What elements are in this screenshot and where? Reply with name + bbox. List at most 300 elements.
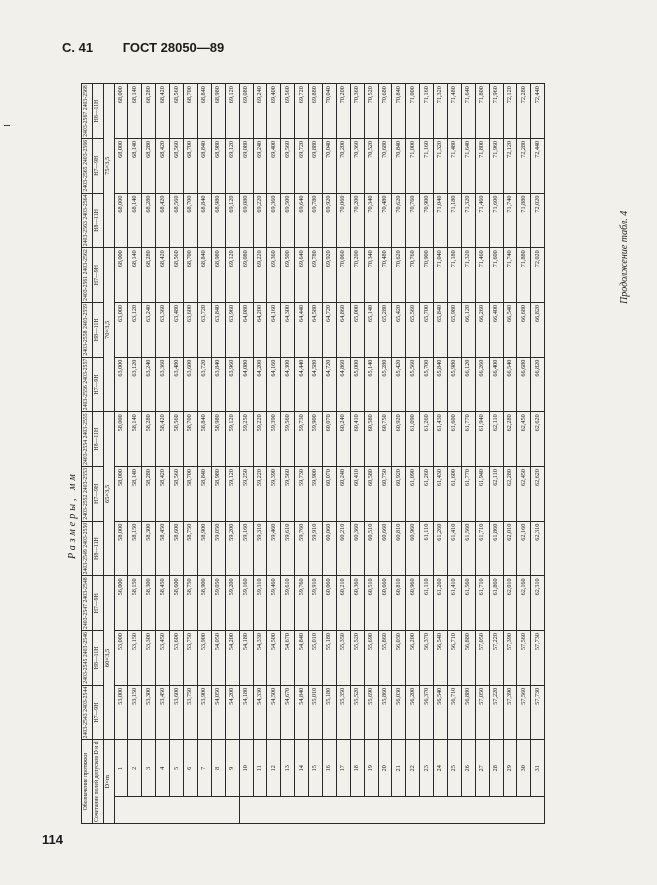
diameter-value: 69,220 (253, 193, 267, 248)
diameter-value: 69,400 (267, 84, 281, 139)
designation-cell: 2403-2561 2403-2562 (82, 248, 93, 303)
diameter-value: 66,820 (531, 357, 545, 412)
diameter-value: 58,560 (170, 412, 184, 467)
diameter-value: 59,250 (239, 467, 253, 522)
diameter-value: 71,740 (503, 248, 517, 303)
diameter-value: 56,200 (406, 631, 420, 686)
diameter-value: 71,880 (517, 248, 531, 303)
diameter-value: 71,740 (503, 193, 517, 248)
diameter-value: 71,600 (489, 248, 503, 303)
diameter-value: 68,980 (211, 193, 225, 248)
diameter-value: 71,800 (475, 84, 489, 139)
designation-cell: 2403-2552 2403-2553 (82, 467, 93, 522)
designation-cell: 2403-2545 2403-2546 (82, 631, 93, 686)
diameter-value: 59,200 (225, 576, 239, 631)
diameter-value: 57,390 (503, 631, 517, 686)
diameter-value: 68,840 (197, 193, 211, 248)
diameter-value: 64,720 (322, 357, 336, 412)
diameter-value: 62,450 (517, 412, 531, 467)
diameter-value: 53,900 (197, 685, 211, 740)
diameter-value: 71,960 (489, 138, 503, 193)
diameter-value: 69,720 (295, 138, 309, 193)
diameter-value: 70,340 (364, 193, 378, 248)
diameter-value: 66,680 (517, 302, 531, 357)
diameter-value: 71,880 (517, 193, 531, 248)
diameter-value: 58,280 (142, 412, 156, 467)
diameter-value: 61,410 (447, 521, 461, 576)
diameter-value: 58,150 (128, 576, 142, 631)
diameter-value: 68,420 (156, 84, 170, 139)
diameter-value: 60,920 (392, 412, 406, 467)
diameter-value: 63,120 (128, 357, 142, 412)
diameter-value: 55,350 (336, 631, 350, 686)
table-row (114, 84, 128, 824)
designation-header: Обозначение протяжки (82, 740, 93, 824)
diameter-value: 64,200 (253, 357, 267, 412)
diameter-value: 61,560 (461, 576, 475, 631)
diameter-value: 56,880 (461, 685, 475, 740)
tooth-number: 31 (531, 740, 545, 797)
diameter-value: 69,360 (267, 248, 281, 303)
diameter-value: 59,460 (267, 576, 281, 631)
diameter-value: 58,980 (211, 467, 225, 522)
diameter-value: 71,480 (447, 138, 461, 193)
diameter-value: 68,700 (184, 248, 198, 303)
diameter-value: 68,420 (156, 248, 170, 303)
dimension-cell: 65×3,5 (103, 412, 114, 576)
diameter-value: 60,750 (378, 467, 392, 522)
diameter-value: 61,710 (475, 576, 489, 631)
diameter-value: 68,000 (114, 248, 128, 303)
group-shaped-cell (114, 797, 239, 824)
diameter-value: 60,060 (322, 521, 336, 576)
diameter-value: 66,820 (531, 302, 545, 357)
diameter-value: 54,330 (253, 685, 267, 740)
diameter-value: 61,770 (461, 412, 475, 467)
diameter-value: 68,280 (142, 138, 156, 193)
diameter-value: 63,360 (156, 357, 170, 412)
margin-mark (4, 125, 10, 126)
diameter-value: 61,430 (434, 412, 448, 467)
diameter-value: 53,450 (156, 631, 170, 686)
diameter-value: 68,980 (211, 138, 225, 193)
diameter-value: 57,560 (517, 685, 531, 740)
tolerance-cell: H7—9H (92, 138, 103, 193)
diameter-value: 60,210 (336, 521, 350, 576)
diameter-value: 60,360 (350, 521, 364, 576)
diameter-value: 61,430 (434, 467, 448, 522)
diameter-value: 68,700 (184, 84, 198, 139)
diameter-value: 70,040 (322, 138, 336, 193)
table-row (378, 84, 392, 824)
table-row (156, 84, 170, 824)
diameter-value: 71,800 (475, 138, 489, 193)
diameter-value: 59,050 (211, 521, 225, 576)
diameter-value: 57,050 (475, 631, 489, 686)
diameter-value: 65,560 (406, 357, 420, 412)
diameter-value: 69,220 (253, 248, 267, 303)
tolerance-cell: H8—11H (92, 193, 103, 248)
diameter-value: 63,000 (114, 357, 128, 412)
diameter-value: 54,840 (295, 685, 309, 740)
diameter-value: 58,750 (184, 576, 198, 631)
tooth-number: 2 (128, 740, 142, 797)
diameter-value: 68,280 (142, 193, 156, 248)
diameter-value: 61,860 (489, 521, 503, 576)
diameter-value: 63,840 (211, 302, 225, 357)
diameter-value: 59,050 (211, 576, 225, 631)
diameter-value: 65,280 (378, 357, 392, 412)
table-row (392, 84, 406, 824)
tolerance-cell: H8—11H (92, 302, 103, 357)
table-row (309, 84, 323, 824)
diameter-value: 60,810 (392, 576, 406, 631)
diameter-value: 59,120 (225, 467, 239, 522)
designation-cell: 2403-2567 2403-2568 (82, 84, 93, 139)
diameter-value: 55,010 (309, 631, 323, 686)
diameter-value: 61,860 (489, 576, 503, 631)
diameter-value: 71,600 (489, 193, 503, 248)
diameter-value: 59,900 (309, 467, 323, 522)
diameter-value: 65,840 (434, 357, 448, 412)
diameter-value: 66,120 (461, 302, 475, 357)
diameter-value: 58,420 (156, 467, 170, 522)
diameter-value: 60,240 (336, 412, 350, 467)
diameter-value: 63,720 (197, 357, 211, 412)
diameter-value: 70,200 (336, 84, 350, 139)
diameter-value: 61,260 (420, 412, 434, 467)
diameter-value: 63,360 (156, 302, 170, 357)
diameter-value: 68,420 (156, 138, 170, 193)
table-row (281, 84, 295, 824)
diameter-value: 53,150 (128, 631, 142, 686)
diameter-value: 57,730 (531, 685, 545, 740)
diameter-value: 59,250 (239, 412, 253, 467)
diameter-value: 72,020 (531, 193, 545, 248)
diameter-value: 60,360 (350, 576, 364, 631)
designation-cell: 2403-2549 2403-2550 (82, 521, 93, 576)
diameter-value: 62,310 (531, 521, 545, 576)
diameter-value: 57,560 (517, 631, 531, 686)
tooth-number: 8 (211, 740, 225, 797)
diameter-value: 71,320 (461, 248, 475, 303)
diameter-value: 62,010 (503, 576, 517, 631)
diameter-value: 63,840 (211, 357, 225, 412)
diameter-value: 59,310 (253, 576, 267, 631)
diameter-value: 65,140 (364, 302, 378, 357)
diameter-value: 64,860 (336, 357, 350, 412)
diameter-value: 68,000 (114, 138, 128, 193)
diameter-value: 69,240 (253, 84, 267, 139)
page-section-number: С. 41 (62, 40, 94, 55)
diameter-value: 66,260 (475, 357, 489, 412)
diameter-value: 54,200 (225, 631, 239, 686)
tooth-number: 24 (434, 740, 448, 797)
table-row (531, 84, 545, 824)
tooth-number: 3 (142, 740, 156, 797)
table-row (142, 84, 156, 824)
diameter-value: 70,360 (350, 138, 364, 193)
diameter-value: 63,480 (170, 357, 184, 412)
diameter-value: 69,120 (225, 138, 239, 193)
diameter-value: 68,840 (197, 84, 211, 139)
diameter-value: 68,560 (170, 84, 184, 139)
table-row (475, 84, 489, 824)
dxm-header: D×m (103, 740, 114, 824)
diameter-value: 53,450 (156, 685, 170, 740)
diameter-value: 63,120 (128, 302, 142, 357)
diameter-value: 69,500 (281, 248, 295, 303)
diameter-value: 53,000 (114, 631, 128, 686)
diameter-value: 71,180 (447, 248, 461, 303)
diameter-value: 58,140 (128, 412, 142, 467)
diameter-value: 69,640 (295, 248, 309, 303)
diameter-value: 70,840 (392, 138, 406, 193)
diameter-value: 58,600 (170, 521, 184, 576)
diameter-value: 68,000 (114, 84, 128, 139)
diameter-value: 68,280 (142, 248, 156, 303)
diameter-value: 59,390 (267, 412, 281, 467)
diameter-value: 61,110 (420, 576, 434, 631)
diameter-value: 58,840 (197, 467, 211, 522)
tolerance-cell: H8—11H (92, 84, 103, 139)
diameter-value: 59,160 (239, 521, 253, 576)
diameter-value: 59,310 (253, 521, 267, 576)
diameter-value: 70,760 (406, 193, 420, 248)
diameter-value: 69,080 (239, 84, 253, 139)
diameter-value: 60,920 (392, 467, 406, 522)
tooth-number: 17 (336, 740, 350, 797)
diameter-value: 58,700 (184, 467, 198, 522)
diameter-value: 54,670 (281, 685, 295, 740)
table-row (489, 84, 503, 824)
continuation-label: Продолжение табл. 4 (619, 210, 630, 304)
diameter-value: 69,560 (281, 138, 295, 193)
diameter-value: 59,220 (253, 467, 267, 522)
diameter-value: 55,180 (322, 685, 336, 740)
diameter-value: 70,200 (350, 193, 364, 248)
table-row (184, 84, 198, 824)
diameter-value: 70,040 (322, 84, 336, 139)
diameter-value: 58,280 (142, 467, 156, 522)
diameter-value: 62,110 (489, 467, 503, 522)
diameter-value: 70,520 (364, 138, 378, 193)
diameter-value: 59,200 (225, 521, 239, 576)
tolerance-cell: H7—9H (92, 248, 103, 303)
designation-cell: 2403-2547 2403-2548 (82, 576, 93, 631)
diameter-value: 64,160 (267, 302, 281, 357)
header-row-tolerance (92, 84, 103, 824)
diameter-value: 72,120 (503, 84, 517, 139)
diameter-value: 71,000 (406, 138, 420, 193)
diameter-value: 69,920 (322, 248, 336, 303)
tolerance-cell: H7—9H (92, 685, 103, 740)
diameter-value: 72,440 (531, 84, 545, 139)
diameter-value: 56,370 (420, 631, 434, 686)
dimension-row (103, 84, 114, 824)
rotated-table-area (65, 85, 641, 824)
diameter-value: 60,510 (364, 576, 378, 631)
tolerance-cell: H7—9H (92, 357, 103, 412)
diameter-value: 60,060 (322, 576, 336, 631)
group-rough-cell (239, 797, 545, 824)
diameter-value: 69,400 (267, 138, 281, 193)
table-row (350, 84, 364, 824)
diameter-value: 70,060 (336, 248, 350, 303)
diameter-value: 71,000 (406, 84, 420, 139)
diameter-value: 63,240 (142, 357, 156, 412)
diameter-value: 71,460 (475, 193, 489, 248)
table-row (295, 84, 309, 824)
diameter-value: 58,750 (184, 521, 198, 576)
diameter-value: 68,700 (184, 193, 198, 248)
diameter-value: 62,110 (489, 412, 503, 467)
diameter-value: 60,210 (336, 576, 350, 631)
tooth-number: 10 (239, 740, 253, 797)
diameter-value: 62,160 (517, 576, 531, 631)
diameter-value: 68,280 (142, 84, 156, 139)
diameter-value: 65,000 (350, 357, 364, 412)
diameter-value: 58,000 (114, 412, 128, 467)
diameter-value: 55,690 (364, 685, 378, 740)
diameter-value: 58,300 (142, 521, 156, 576)
page-header (62, 40, 224, 55)
diameter-value: 68,140 (128, 138, 142, 193)
diameter-value: 58,980 (211, 412, 225, 467)
diameter-value: 70,840 (392, 84, 406, 139)
diameter-value: 59,560 (281, 467, 295, 522)
diameter-value: 54,050 (211, 631, 225, 686)
diameter-value: 61,260 (434, 521, 448, 576)
diameter-value: 55,520 (350, 631, 364, 686)
diameter-value: 68,840 (197, 138, 211, 193)
tooth-number: 16 (322, 740, 336, 797)
diameter-value: 55,180 (322, 631, 336, 686)
diameter-value: 53,150 (128, 685, 142, 740)
diameter-value: 71,160 (420, 84, 434, 139)
diameter-value: 55,010 (309, 685, 323, 740)
diameter-value: 64,080 (239, 302, 253, 357)
diameter-value: 65,140 (364, 357, 378, 412)
diameter-value: 68,560 (170, 138, 184, 193)
diameter-value: 69,560 (281, 84, 295, 139)
diameter-value: 59,560 (281, 412, 295, 467)
diameter-value: 56,000 (114, 576, 128, 631)
diameter-value: 70,200 (336, 138, 350, 193)
diameter-value: 58,420 (156, 412, 170, 467)
diameter-value: 61,260 (434, 576, 448, 631)
table-row (322, 84, 336, 824)
table-row (364, 84, 378, 824)
diameter-value: 57,730 (531, 631, 545, 686)
diameter-value: 71,320 (434, 138, 448, 193)
diameter-value: 53,300 (142, 685, 156, 740)
diameter-value: 55,860 (378, 631, 392, 686)
diameter-value: 71,040 (434, 193, 448, 248)
diameter-value: 64,860 (336, 302, 350, 357)
diameter-value: 62,310 (531, 576, 545, 631)
table-row (420, 84, 434, 824)
diameter-value: 53,750 (184, 685, 198, 740)
diameter-value: 64,720 (322, 302, 336, 357)
table-row (267, 84, 281, 824)
diameter-value: 70,900 (420, 193, 434, 248)
tooth-number: 30 (517, 740, 531, 797)
diameter-value: 60,240 (336, 467, 350, 522)
diameter-value: 72,280 (517, 84, 531, 139)
diameter-value: 61,410 (447, 576, 461, 631)
diameter-value: 69,360 (267, 193, 281, 248)
diameter-value: 59,610 (281, 521, 295, 576)
diameter-value: 54,840 (295, 631, 309, 686)
diameter-value: 65,560 (406, 302, 420, 357)
diameter-value: 54,200 (225, 685, 239, 740)
designation-cell: 2403-2565 2403-2566 (82, 138, 93, 193)
diameter-value: 61,770 (461, 467, 475, 522)
table-row (517, 84, 531, 824)
table-row (434, 84, 448, 824)
diameter-value: 55,520 (350, 685, 364, 740)
diameter-value: 54,670 (281, 631, 295, 686)
diameter-value: 71,460 (475, 248, 489, 303)
diameter-value: 59,220 (253, 412, 267, 467)
diameter-value: 54,500 (267, 631, 281, 686)
diameter-value: 68,140 (128, 84, 142, 139)
dimensions-table (81, 83, 545, 824)
diameter-value: 54,180 (239, 631, 253, 686)
diameter-value: 71,960 (489, 84, 503, 139)
diameter-value: 68,140 (128, 248, 142, 303)
diameter-value: 65,420 (392, 302, 406, 357)
diameter-value: 71,320 (461, 193, 475, 248)
diameter-value: 53,000 (114, 685, 128, 740)
diameter-value: 71,480 (447, 84, 461, 139)
diameter-value: 59,730 (295, 467, 309, 522)
diameter-value: 58,900 (197, 576, 211, 631)
diameter-value: 53,600 (170, 631, 184, 686)
tooth-number: 6 (184, 740, 198, 797)
table-row (225, 84, 239, 824)
diameter-value: 55,690 (364, 631, 378, 686)
diameter-value: 58,600 (170, 576, 184, 631)
diameter-value: 59,390 (267, 467, 281, 522)
diameter-value: 62,010 (503, 521, 517, 576)
tooth-number: 18 (350, 740, 364, 797)
diameter-value: 72,440 (531, 138, 545, 193)
diameter-value: 69,640 (295, 193, 309, 248)
diameter-value: 61,710 (475, 521, 489, 576)
diameter-value: 58,000 (114, 521, 128, 576)
diameter-value: 62,620 (531, 412, 545, 467)
diameter-value: 58,300 (142, 576, 156, 631)
tooth-number: 7 (197, 740, 211, 797)
table-row (336, 84, 350, 824)
diameter-value: 53,600 (170, 685, 184, 740)
diameter-value: 66,400 (489, 302, 503, 357)
diameter-value: 64,200 (253, 302, 267, 357)
diameter-value: 68,420 (156, 193, 170, 248)
tolerance-header: Сочетание полей допусков D и d (92, 740, 103, 824)
diameter-value: 56,370 (420, 685, 434, 740)
diameter-value: 68,000 (114, 193, 128, 248)
diameter-value: 62,280 (503, 412, 517, 467)
diameter-value: 61,090 (406, 467, 420, 522)
diameter-value: 66,260 (475, 302, 489, 357)
diameter-value: 69,080 (239, 138, 253, 193)
diameter-value: 64,080 (239, 357, 253, 412)
diameter-value: 58,840 (197, 412, 211, 467)
diameter-value: 69,920 (322, 193, 336, 248)
